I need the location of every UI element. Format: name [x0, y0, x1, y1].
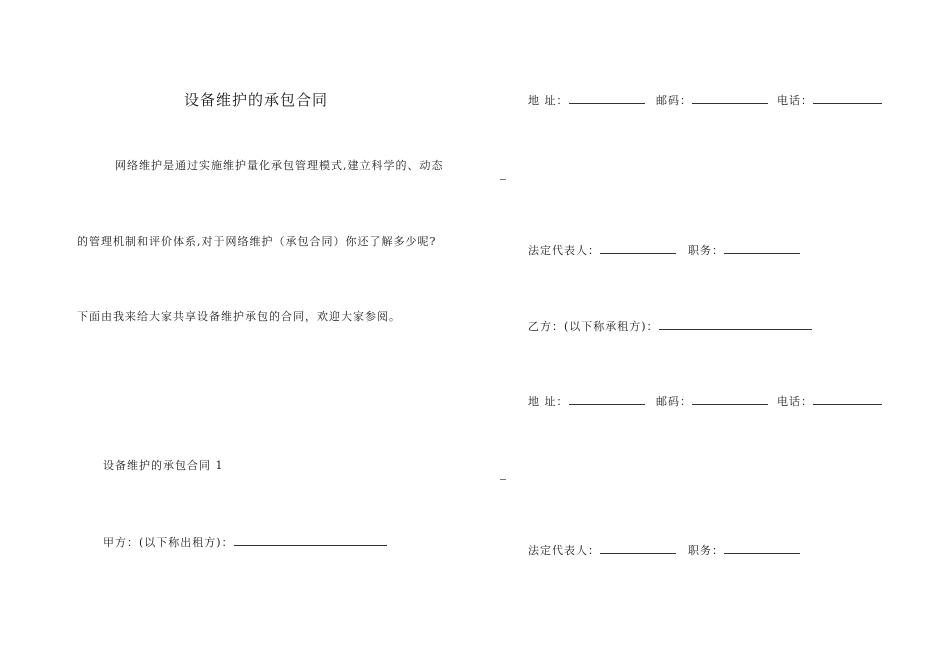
party-a-blank	[234, 535, 387, 546]
position-blank	[724, 243, 800, 254]
intro-paragraph-line-1: 网络维护是通过实施维护量化承包管理模式,建立科学的、动态	[115, 159, 444, 172]
legal-rep-label: 法定代表人：	[528, 544, 600, 557]
address-row-1	[528, 93, 645, 108]
postcode-blank	[692, 93, 768, 104]
postcode-row-2	[656, 394, 768, 409]
legal-rep-label: 法定代表人：	[528, 244, 600, 257]
phone-blank	[813, 93, 882, 104]
address-label: 地 址：	[528, 94, 569, 107]
phone-label: 电话：	[777, 395, 813, 408]
intro-paragraph-line-2: 的管理机制和评价体系,对于网络维护（承包合同）你还了解多少呢?	[77, 235, 437, 248]
postcode-blank	[692, 394, 768, 405]
legal-rep-row-1	[528, 243, 676, 258]
legal-rep-blank	[600, 243, 676, 254]
party-a-label: 甲方：(以下称出租方)：	[103, 536, 234, 549]
party-b-row	[528, 319, 812, 334]
position-blank	[724, 543, 800, 554]
legal-rep-row-2	[528, 543, 676, 558]
phone-blank	[813, 394, 882, 405]
position-label: 职务：	[688, 544, 724, 557]
position-row-2	[688, 543, 800, 558]
party-b-label: 乙方：(以下称承租方)：	[528, 320, 659, 333]
phone-row-1	[777, 93, 882, 108]
address-blank	[569, 93, 645, 104]
postcode-label: 邮码：	[656, 395, 692, 408]
contract-heading: 设备维护的承包合同 1	[103, 459, 224, 472]
phone-row-2	[777, 394, 882, 409]
address-label: 地 址：	[528, 395, 569, 408]
party-b-blank	[659, 319, 812, 330]
position-label: 职务：	[688, 244, 724, 257]
address-row-2	[528, 394, 645, 409]
column-mark	[500, 179, 506, 180]
phone-label: 电话：	[777, 94, 813, 107]
party-a-row	[103, 535, 387, 550]
document-title: 设备维护的承包合同	[184, 91, 329, 109]
postcode-row-1	[656, 93, 768, 108]
position-row-1	[688, 243, 800, 258]
address-blank	[569, 394, 645, 405]
postcode-label: 邮码：	[656, 94, 692, 107]
legal-rep-blank	[600, 543, 676, 554]
column-mark	[500, 479, 506, 480]
intro-paragraph-line-3: 下面由我来给大家共享设备维护承包的合同，欢迎大家参阅。	[77, 310, 401, 323]
